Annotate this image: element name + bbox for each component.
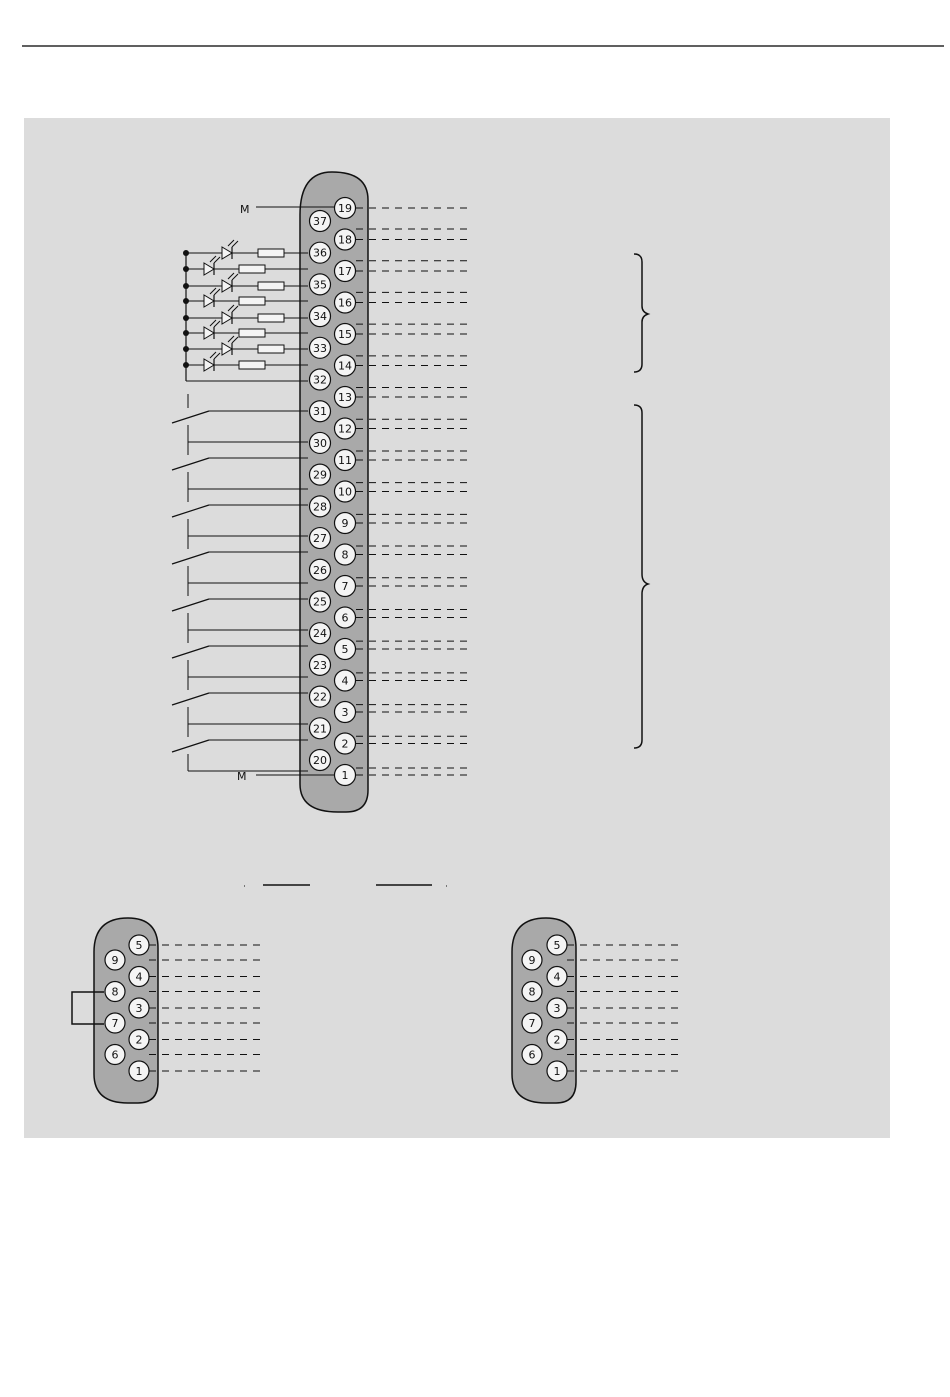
db37-pin-bottom-7 <box>310 432 331 453</box>
db9_right-pin-bottom-1-label: 8 <box>528 985 536 999</box>
db37-pin-bottom-16 <box>310 718 331 739</box>
db37-pin-bottom-6-label: 31 <box>313 405 327 419</box>
db37-pin-top-7-label: 12 <box>338 422 352 436</box>
db37-pin-top-4 <box>335 324 356 345</box>
db9_left-pin-bottom-3-label: 6 <box>111 1048 119 1062</box>
led-node-5 <box>183 330 189 336</box>
db9_left-pin-top-2-label: 3 <box>135 1002 143 1015</box>
resistor-2 <box>258 282 284 290</box>
db9_right-pin-top-3 <box>547 1030 567 1050</box>
db9_right-pin-top-1-label: 4 <box>553 970 561 984</box>
db37-pin-bottom-4-label: 33 <box>313 341 327 355</box>
db37-pin-top-14-label: 5 <box>341 643 349 656</box>
db37-pin-top-8 <box>335 450 356 471</box>
db37-pin-top-6-label: 13 <box>338 391 352 404</box>
db37-pin-bottom-1 <box>310 242 331 263</box>
db9_left-pin-bottom-2-label: 7 <box>111 1017 119 1030</box>
db37-pin-bottom-16-label: 21 <box>313 722 327 736</box>
led-node-0 <box>183 250 189 256</box>
resistor-4 <box>258 314 284 322</box>
db9_right-pin-bottom-3 <box>522 1045 542 1065</box>
db37-pin-top-3 <box>335 292 356 313</box>
db37-pin-bottom-13 <box>310 623 331 644</box>
db37-pin-bottom-15 <box>310 686 331 707</box>
db37-pin-top-11-label: 8 <box>341 548 349 562</box>
db37-pin-top-5-label: 14 <box>338 359 352 373</box>
db37-pin-bottom-9 <box>310 496 331 517</box>
db37-pin-top-8-label: 11 <box>338 454 352 467</box>
db37-pin-bottom-7-label: 30 <box>313 436 327 450</box>
db9_right-pin-bottom-2-label: 7 <box>528 1017 536 1030</box>
db37-pin-bottom-14 <box>310 654 331 675</box>
db9_left-pin-bottom-1 <box>105 982 125 1002</box>
db37-pin-top-10-label: 9 <box>341 517 349 530</box>
db37-pin-bottom-10 <box>310 528 331 549</box>
db37-pin-top-13 <box>335 607 356 628</box>
db9_left-pin-top-1 <box>129 967 149 987</box>
db37-pin-bottom-11 <box>310 559 331 580</box>
db37-pin-bottom-8-label: 29 <box>313 468 327 482</box>
db37-pin-top-11 <box>335 544 356 565</box>
resistor-3 <box>239 297 265 305</box>
db37-pin-bottom-11-label: 26 <box>313 563 327 577</box>
db37-pin-top-16 <box>335 702 356 723</box>
db37-pin-bottom-12-label: 25 <box>313 595 327 609</box>
ground-label-bottom: M <box>237 770 247 783</box>
db9_right-pin-top-4-label: 1 <box>553 1065 561 1078</box>
led-node-1 <box>183 266 189 272</box>
led-node-3 <box>183 298 189 304</box>
db37-pin-bottom-17 <box>310 750 331 771</box>
ground-label-top: M <box>240 203 250 216</box>
led-node-6 <box>183 346 189 352</box>
db9_left-pin-bottom-0-label: 9 <box>111 954 119 967</box>
db37-pin-bottom-13-label: 24 <box>313 627 327 641</box>
db9_right-pin-bottom-3-label: 6 <box>528 1048 536 1062</box>
led-node-7 <box>183 362 189 368</box>
db9_right-pin-top-1 <box>547 967 567 987</box>
db37-pin-top-18-label: 1 <box>341 769 349 782</box>
db37-pin-bottom-8 <box>310 464 331 485</box>
db37-pin-top-1-label: 18 <box>338 233 352 247</box>
db37-pin-top-15 <box>335 670 356 691</box>
db37-pin-top-0-label: 19 <box>338 202 352 215</box>
db37-pin-top-1 <box>335 229 356 250</box>
db37-pin-top-0 <box>335 198 356 219</box>
db37-pin-top-7 <box>335 418 356 439</box>
db37-pin-top-14 <box>335 639 356 660</box>
db37-pin-bottom-1-label: 36 <box>313 246 327 260</box>
db37-pin-top-5 <box>335 355 356 376</box>
db37-pin-bottom-10-label: 27 <box>313 532 327 546</box>
db9_right-pin-top-3-label: 2 <box>553 1033 561 1047</box>
db37-pin-top-4-label: 15 <box>338 328 352 341</box>
db9_right-pin-bottom-2 <box>522 1013 542 1033</box>
resistor-0 <box>258 249 284 257</box>
db9_left-pin-top-3 <box>129 1030 149 1050</box>
db9_right-pin-top-2-label: 3 <box>553 1002 561 1015</box>
resistor-1 <box>239 265 265 273</box>
led-node-2 <box>183 283 189 289</box>
db37-pin-top-9 <box>335 481 356 502</box>
led-node-4 <box>183 315 189 321</box>
db9_right-pin-bottom-0 <box>522 950 542 970</box>
resistor-7 <box>239 361 265 369</box>
db9_right-pin-top-4 <box>547 1061 567 1081</box>
db9_left-pin-top-0-label: 5 <box>135 939 143 952</box>
db37-pin-top-15-label: 4 <box>341 674 349 688</box>
db9_left-pin-top-4 <box>129 1061 149 1081</box>
db9_left-pin-bottom-2 <box>105 1013 125 1033</box>
resistor-6 <box>258 345 284 353</box>
db9_left-pin-bottom-3 <box>105 1045 125 1065</box>
db37-pin-bottom-14-label: 23 <box>313 658 327 672</box>
db9_right-pin-top-0-label: 5 <box>553 939 561 952</box>
db37-pin-top-2 <box>335 261 356 282</box>
db37-pin-top-12-label: 7 <box>341 580 349 593</box>
db37-pin-top-12 <box>335 576 356 597</box>
resistor-5 <box>239 329 265 337</box>
db37-pin-top-3-label: 16 <box>338 296 352 310</box>
db37-pin-bottom-2 <box>310 274 331 295</box>
db37-pin-bottom-6 <box>310 401 331 422</box>
db37-pin-top-9-label: 10 <box>338 485 352 499</box>
db9_left-pin-bottom-0 <box>105 950 125 970</box>
db9_left-pin-bottom-1-label: 8 <box>111 985 119 999</box>
db37-pin-top-17 <box>335 733 356 754</box>
db9_left-pin-top-1-label: 4 <box>135 970 143 984</box>
db9_left-pin-top-2 <box>129 998 149 1018</box>
db37-pin-top-18 <box>335 765 356 786</box>
db37-pin-bottom-3 <box>310 306 331 327</box>
db37-pin-bottom-5 <box>310 369 331 390</box>
db37-pin-bottom-3-label: 34 <box>313 310 327 324</box>
db37-pin-bottom-0 <box>310 211 331 232</box>
db37-pin-top-16-label: 3 <box>341 706 349 719</box>
db37-pin-top-6 <box>335 387 356 408</box>
db9_right-pin-bottom-1 <box>522 982 542 1002</box>
db37-pin-top-13-label: 6 <box>341 611 349 625</box>
db37-pin-bottom-17-label: 20 <box>313 754 327 767</box>
db37-pin-top-10 <box>335 513 356 534</box>
db37-pin-bottom-9-label: 28 <box>313 500 327 514</box>
db9_right-pin-top-2 <box>547 998 567 1018</box>
db37-pin-bottom-15-label: 22 <box>313 690 327 704</box>
db37-pin-bottom-4 <box>310 337 331 358</box>
db9_left-pin-top-3-label: 2 <box>135 1033 143 1047</box>
db37-pin-bottom-0-label: 37 <box>313 215 327 228</box>
db37-pin-bottom-12 <box>310 591 331 612</box>
db37-pin-bottom-2-label: 35 <box>313 278 327 292</box>
db9_right-pin-top-0 <box>547 935 567 955</box>
db37-pin-top-2-label: 17 <box>338 265 352 278</box>
db9_left-pin-top-4-label: 1 <box>135 1065 143 1078</box>
db9_right-pin-bottom-0-label: 9 <box>528 954 536 967</box>
db37-pin-bottom-5-label: 32 <box>313 373 327 387</box>
db37-pin-top-17-label: 2 <box>341 737 349 751</box>
db9_left-pin-top-0 <box>129 935 149 955</box>
